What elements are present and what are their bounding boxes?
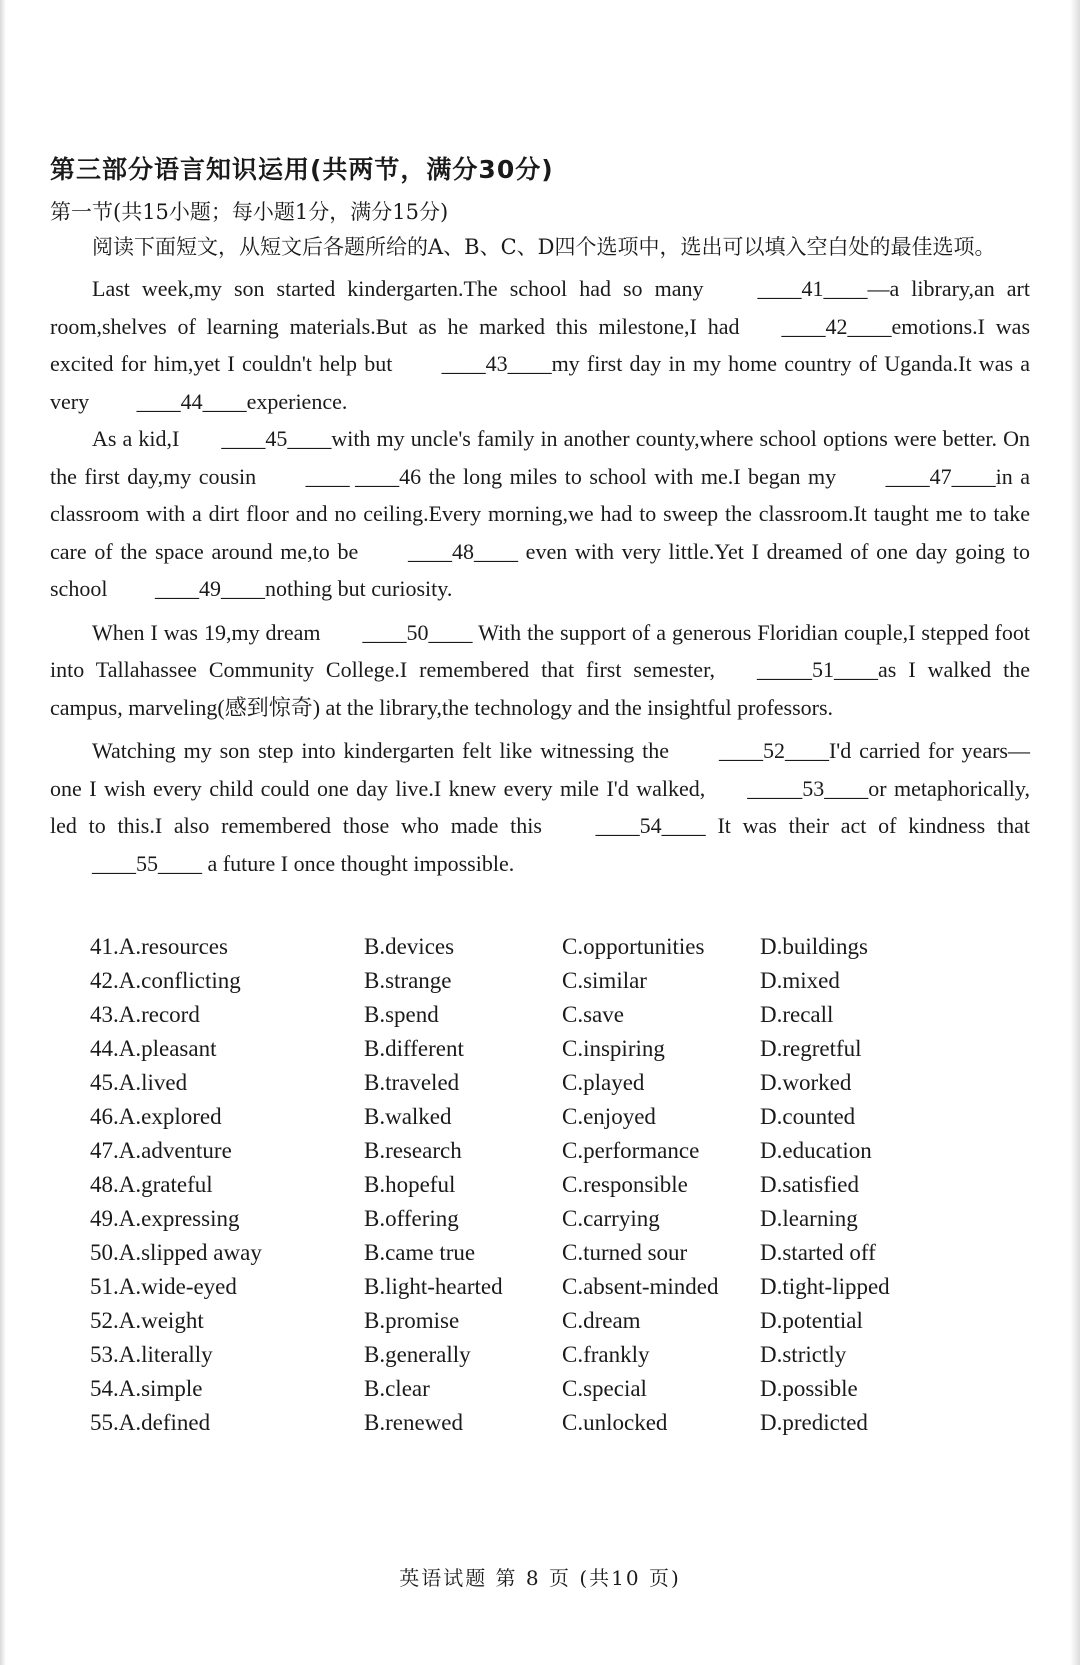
option-c: C.special — [562, 1376, 647, 1401]
option-b: B.promise — [364, 1308, 460, 1333]
option-b: B.strange — [364, 968, 452, 993]
option-a: 55.A.defined — [90, 1410, 211, 1435]
option-d: D.mixed — [760, 968, 840, 993]
cloze-passage — [50, 270, 1030, 882]
option-a: 41.A.resources — [90, 934, 228, 959]
option-d: D.strictly — [760, 1342, 847, 1367]
option-a: 53.A.literally — [90, 1342, 213, 1367]
blank-number: ____54____ — [595, 813, 706, 838]
option-b: B.offering — [364, 1206, 459, 1231]
option-a: 42.A.conflicting — [90, 968, 241, 993]
option-b: B.came true — [364, 1240, 476, 1265]
option-d: D.counted — [760, 1104, 856, 1129]
option-a: 45.A.lived — [90, 1070, 188, 1095]
option-c: C.opportunities — [562, 934, 705, 959]
option-c: C.unlocked — [562, 1410, 668, 1435]
option-a: 44.A.pleasant — [90, 1036, 217, 1061]
blank-number: ____ ____46 — [305, 463, 422, 489]
page-footer: 英语试题 第 8 页 (共10 页) — [399, 1566, 681, 1590]
option-a: 50.A.slipped away — [90, 1240, 262, 1265]
option-d: D.regretful — [760, 1036, 862, 1061]
option-d: D.tight-lipped — [760, 1274, 890, 1299]
page-shadow-right — [1070, 0, 1080, 1665]
option-a: 47.A.adventure — [90, 1138, 232, 1163]
option-b: B.traveled — [364, 1070, 460, 1095]
option-c: C.save — [562, 1002, 624, 1027]
blank-number: ____52____ — [718, 738, 829, 763]
blank-number: _____53____ — [747, 775, 869, 801]
option-row — [90, 1372, 1030, 1406]
option-d: D.recall — [760, 1002, 834, 1027]
passage-text: experience. — [246, 388, 348, 414]
passage-text: Watching my son step into kindergarten felt like witnessing the — [92, 738, 677, 763]
option-a: 51.A.wide-eyed — [90, 1274, 237, 1299]
passage-text: As a kid,I — [92, 426, 180, 451]
part-title: 第三部分语言知识运用(共两节，满分30分) — [50, 155, 554, 184]
passage-text: I'd carried for years—one I wish every child could one day live.I knew every mile I'd walked, — [50, 738, 1030, 801]
option-a: 52.A.weight — [90, 1308, 204, 1333]
blank-number: ____50____ — [362, 619, 473, 645]
blank-number: ____47____ — [885, 463, 996, 489]
blank-number: ____42____ — [781, 313, 892, 339]
option-d: D.potential — [760, 1308, 863, 1333]
exam-content — [50, 150, 1030, 1440]
option-b: B.hopeful — [364, 1172, 456, 1197]
option-b: B.research — [364, 1138, 462, 1163]
option-a: 46.A.explored — [90, 1104, 222, 1129]
option-row — [90, 998, 1030, 1032]
option-row — [90, 1270, 1030, 1304]
blank-number: ____44____ — [136, 388, 247, 414]
option-row — [90, 930, 1030, 964]
passage-text: as I walked the campus, marveling(感到惊奇) at the library,the technology and the insightful professors. — [50, 657, 1031, 720]
option-b: B.clear — [364, 1376, 430, 1401]
blank-number: ____48____ — [407, 538, 518, 564]
option-c: C.responsible — [562, 1172, 688, 1197]
option-c: C.performance — [562, 1138, 700, 1163]
option-b: B.spend — [364, 1002, 439, 1027]
option-c: C.enjoyed — [562, 1104, 656, 1129]
passage-text: with my uncle's family in another county,where school options were better. On the first day,my cousin — [50, 426, 1030, 489]
option-a: 54.A.simple — [90, 1376, 203, 1401]
option-b: B.walked — [364, 1104, 452, 1129]
option-row — [90, 1406, 1030, 1440]
passage-text: even with very little.Yet I dreamed of one day going to school — [50, 538, 1030, 601]
option-d: D.predicted — [760, 1410, 868, 1435]
answer-options — [90, 930, 1030, 1440]
option-a: 48.A.grateful — [90, 1172, 213, 1197]
passage-text: a future I once thought impossible. — [202, 850, 515, 876]
option-row — [90, 1100, 1030, 1134]
passage-text: my first day in my home country of Uganda.It was a very — [50, 351, 1031, 414]
option-b: B.generally — [364, 1342, 471, 1367]
blank-number: ____45____ — [221, 426, 332, 451]
option-d: D.education — [760, 1138, 872, 1163]
page-shadow-left — [0, 0, 6, 1665]
blank-number: ____41____ — [757, 276, 868, 301]
blank-number: ____49____ — [154, 576, 265, 601]
option-row — [90, 1066, 1030, 1100]
option-c: C.similar — [562, 968, 647, 993]
option-b: B.different — [364, 1036, 464, 1061]
option-row — [90, 1236, 1030, 1270]
passage-text: emotions.I was excited for him,yet I couldn't help but — [50, 313, 1030, 376]
section-title: 第一节(共15小题；每小题1分，满分15分) — [50, 200, 449, 224]
option-row — [90, 964, 1030, 998]
passage-paragraph — [50, 614, 1030, 727]
option-b: B.light-hearted — [364, 1274, 503, 1299]
instruction-text: 阅读下面短文，从短文后各题所给的A、B、C、D四个选项中，选出可以填入空白处的最佳选项。 — [92, 235, 996, 259]
passage-text: nothing but curiosity. — [264, 576, 453, 601]
passage-paragraph — [50, 270, 1030, 420]
passage-text: the long miles to school with me.I began my — [421, 463, 844, 489]
option-a: 43.A.record — [90, 1002, 200, 1027]
passage-text: Last week,my son started kindergarten.The school had so many — [92, 276, 716, 301]
option-c: C.dream — [562, 1308, 641, 1333]
option-c: C.inspiring — [562, 1036, 665, 1061]
passage-paragraph — [50, 732, 1030, 882]
option-a: 49.A.expressing — [90, 1206, 240, 1231]
passage-paragraph — [50, 420, 1030, 608]
passage-text: in a classroom with a dirt floor and no ceiling.Every morning,we had to sweep the classroom.It taught me to take care of the space around me,to be — [50, 463, 1030, 564]
option-d: D.possible — [760, 1376, 858, 1401]
passage-text: When I was 19,my dream — [92, 619, 321, 645]
option-d: D.worked — [760, 1070, 852, 1095]
passage-text: or metaphorically, led to this.I also remembered those who made this — [50, 775, 1030, 838]
option-c: C.played — [562, 1070, 645, 1095]
blank-number: ____55____ — [92, 850, 202, 876]
option-c: C.carrying — [562, 1206, 660, 1231]
blank-number: _____51____ — [757, 657, 879, 682]
option-row — [90, 1338, 1030, 1372]
option-c: C.turned sour — [562, 1240, 688, 1265]
option-d: D.buildings — [760, 934, 868, 959]
option-b: B.devices — [364, 934, 455, 959]
option-row — [90, 1032, 1030, 1066]
option-row — [90, 1168, 1030, 1202]
option-c: C.frankly — [562, 1342, 650, 1367]
option-row — [90, 1134, 1030, 1168]
option-d: D.started off — [760, 1240, 876, 1265]
option-row — [90, 1202, 1030, 1236]
blank-number: ____43____ — [441, 351, 552, 376]
option-row — [90, 1304, 1030, 1338]
option-d: D.learning — [760, 1206, 858, 1231]
passage-text: —a library,an art room,shelves of learning materials.But as he marked this milestone,I had — [50, 276, 1030, 339]
passage-text: With the support of a generous Floridian couple,I stepped foot into Tallahassee Community College.I remembered that first semester, — [50, 619, 1030, 682]
option-d: D.satisfied — [760, 1172, 860, 1197]
passage-text: It was their act of kindness that — [705, 813, 1030, 838]
option-b: B.renewed — [364, 1410, 463, 1435]
option-c: C.absent-minded — [562, 1274, 719, 1299]
